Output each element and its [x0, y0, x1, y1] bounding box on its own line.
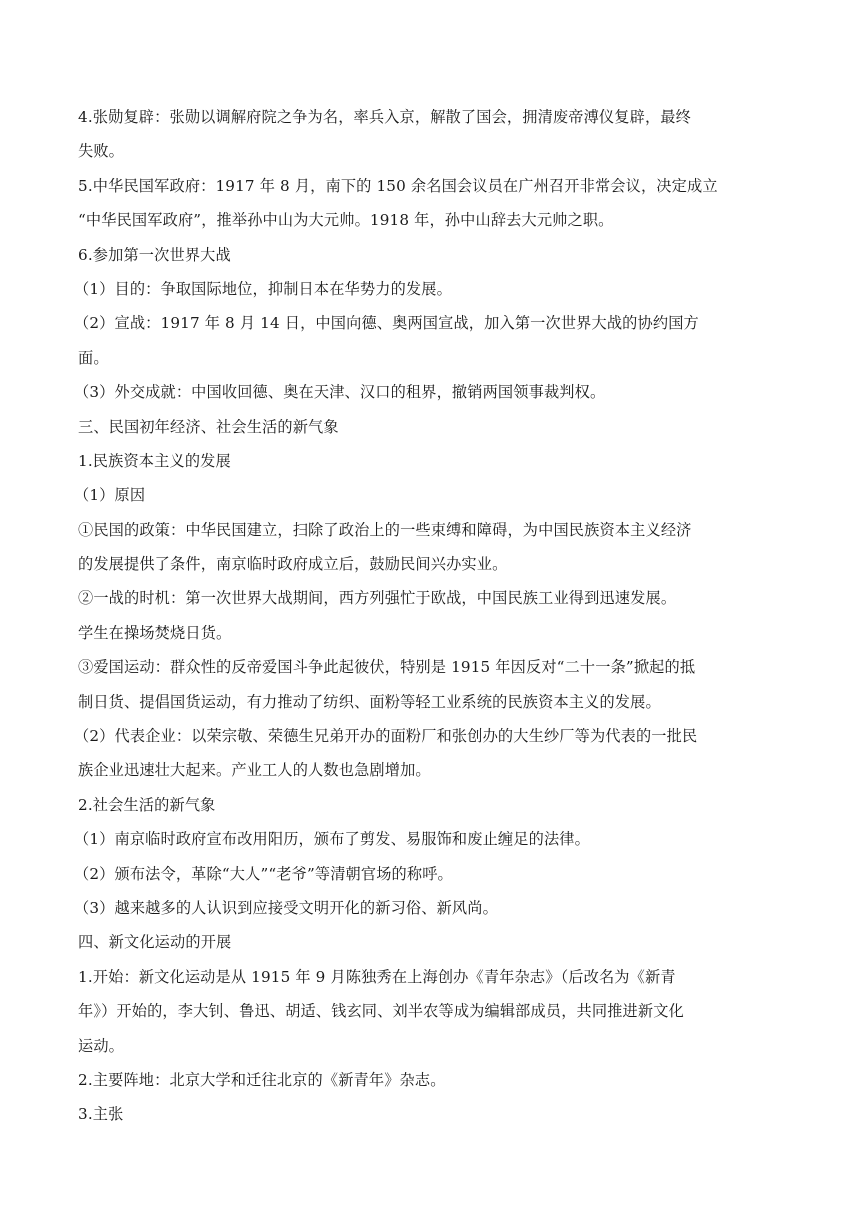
text-line-12: （1）原因: [74, 486, 146, 505]
text-line-2: 失败。: [78, 142, 125, 161]
text-line-1: 4.张勋复辟：张勋以调解府院之争为名，率兵入京，解散了国会，拥清废帝溥仪复辟，最终: [78, 108, 691, 126]
document-body: [74, 100, 782, 1132]
text-line-9: （3）外交成就：中国收回德、奥在天津、汉口的租界，撤销两国领事裁判权。: [74, 383, 606, 402]
text-line-16: 学生在操场焚烧日货。: [78, 623, 232, 642]
text-line-13: ①民国的政策：中华民国建立，扫除了政治上的一些束缚和障碍，为中国民族资本主义经济: [78, 520, 692, 539]
text-line-28: 运动。: [78, 1036, 125, 1055]
text-line-7: （2）宣战：1917 年 8 月 14 日，中国向德、奥两国宣战，加入第一次世界大战的协约国方: [74, 314, 699, 333]
text-line-20: 族企业迅速壮大起来。产业工人的人数也急剧增加。: [78, 761, 431, 780]
text-line-5: 6.参加第一次世界大战: [78, 245, 231, 264]
text-line-30: 3.主张: [78, 1105, 124, 1124]
text-line-24: （3）越来越多的人认识到应接受文明开化的新习俗、新风尚。: [74, 898, 498, 917]
text-line-14: 的发展提供了条件，南京临时政府成立后，鼓励民间兴办实业。: [78, 555, 508, 574]
text-line-27: 年》）开始的，李大钊、鲁迅、胡适、钱玄同、刘半农等成为编辑部成员，共同推进新文化: [78, 1002, 684, 1021]
text-line-17: ③爱国运动：群众性的反帝爱国斗争此起彼伏，特别是 1915 年因反对“二十一条”掀起的抵: [78, 658, 696, 677]
text-line-4: “中华民国军政府”，推举孙中山为大元帅。1918 年，孙中山辞去大元帅之职。: [78, 211, 614, 230]
text-line-21: 2.社会生活的新气象: [78, 795, 216, 814]
text-line-23: （2）颁布法令，革除“大人”“老爷”等清朝官场的称呼。: [74, 864, 453, 883]
section-heading-4: 四、新文化运动的开展: [78, 933, 232, 952]
text-line-26: 1.开始：新文化运动是从 1915 年 9 月陈独秀在上海创办《青年杂志》（后改名为《新青: [78, 967, 676, 986]
text-line-8: 面。: [78, 348, 109, 367]
text-line-18: 制日货、提倡国货运动，有力推动了纺织、面粉等轻工业系统的民族资本主义的发展。: [78, 692, 661, 711]
text-line-22: （1）南京临时政府宣布改用阳历，颁布了剪发、易服饰和废止缠足的法律。: [74, 830, 590, 849]
text-line-6: （1）目的：争取国际地位，抑制日本在华势力的发展。: [74, 279, 452, 298]
text-line-29: 2.主要阵地：北京大学和迁往北京的《新青年》杂志。: [78, 1070, 446, 1089]
text-line-3: 5.中华民国军政府：1917 年 8 月，南下的 150 余名国会议员在广州召开非常会议，决定成立: [78, 176, 718, 195]
text-line-15: ②一战的时机：第一次世界大战期间，西方列强忙于欧战，中国民族工业得到迅速发展。: [78, 589, 677, 608]
section-heading-3: 三、民国初年经济、社会生活的新气象: [78, 417, 339, 436]
text-line-11: 1.民族资本主义的发展: [78, 451, 231, 470]
text-line-19: （2）代表企业：以荣宗敬、荣德生兄弟开办的面粉厂和张创办的大生纱厂等为代表的一批民: [74, 727, 698, 746]
